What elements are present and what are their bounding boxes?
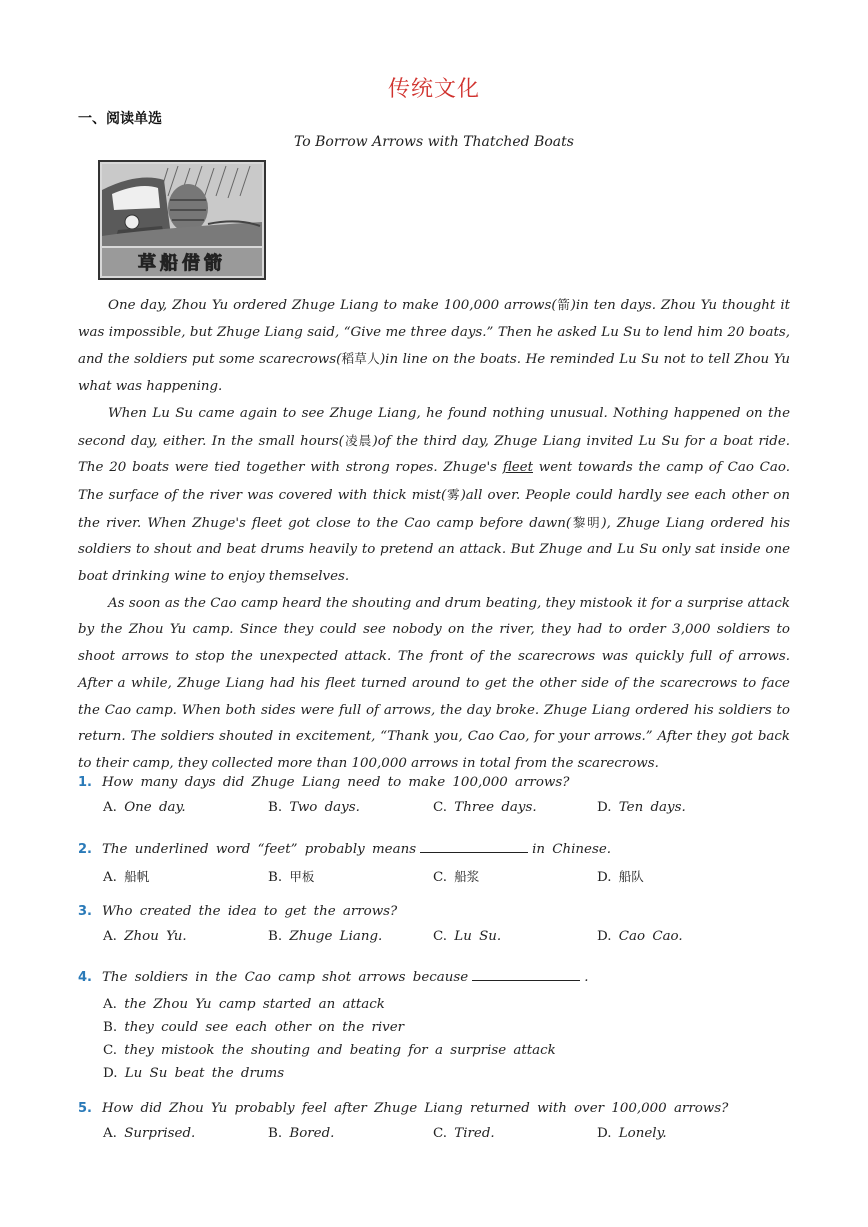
passage-paragraph-2: When Lu Su came again to see Zhuge Liang, he found nothing unusual. Nothing happened on the second day, either. In the small hours(凌晨)of the third day, Zhuge Liang invited Lu Su for a boat ride. The 20 boats were tied together with strong ropes. Zhuge's fleet went towards the camp of Cao Cao. The surface of the river was covered with thick mist(雾)all over. People could hardly see each other on the river. When Zhuge's fleet got close to the Cao camp before dawn(黎明), Zhuge Liang ordered his soldiers to shout and beat drums heavily to pretend an attack. But Zhuge and Lu Su only sat inside one boat drinking wine to enjoy themselves.: [78, 405, 790, 585]
option-b[interactable]: B. 甲板: [268, 869, 315, 885]
passage-paragraph-1: One day, Zhou Yu ordered Zhuge Liang to make 100,000 arrows(箭)in ten days. Zhou Yu thought it was impossible, but Zhuge Liang said, “Give me three days.” Then he asked Lu Su to lend him 20 boats, and the soldiers put some scarecrows(稻草人)in line on the boats. He reminded Lu Su not to tell Zhou Yu what was happening.: [78, 297, 791, 395]
question-5: [78, 1101, 790, 1148]
option-b[interactable]: B. they could see each other on the river: [103, 1020, 405, 1035]
question-4: 4. The soldiers in the Cao camp shot arrows because . A. the Zhou Yu camp started an attack B. they could see each other on the river C. they mistook the shouting and beating for a surprise attack D. Lu Su beat the drums: [78, 968, 790, 1085]
passage-paragraph-3: As soon as the Cao camp heard the shouting and drum beating, they mistook it for a surprise attack by the Zhou Yu camp. Since they could see nobody on the river, they had to order 3,000 soldiers to shoot arrows to stop the unexpected attack. The front of the scarecrows was quickly full of arrows. After a while, Zhuge Liang had his fleet turned around to get the other side of the scarecrows to face the Cao camp. When both sides were full of arrows, the day broke. Zhuge Liang ordered his soldiers to return. The soldiers shouted in excitement, “Thank you, Cao Cao, for your arrows.” After they got back to their camp, they collected more than 100,000 arrows in total from the scarecrows.: [78, 595, 790, 771]
question-stem: The underlined word “feet” probably means: [102, 842, 417, 857]
option-a[interactable]: A. Surprised.: [103, 1126, 196, 1141]
question-number: 1.: [78, 775, 92, 790]
question-number: 5.: [78, 1101, 92, 1116]
question-3: [78, 904, 790, 951]
option-b[interactable]: B. Two days.: [268, 800, 360, 815]
option-a[interactable]: A. Zhou Yu.: [103, 929, 187, 944]
svg-text:草船借箭: 草船借箭: [138, 253, 226, 274]
option-d[interactable]: D. 船队: [597, 869, 644, 885]
question-stem: How did Zhou Yu probably feel after Zhuge Liang returned with over 100,000 arrows?: [102, 1101, 729, 1116]
answer-blank[interactable]: [420, 840, 528, 853]
page-title: 传统文化: [387, 77, 480, 102]
underlined-word: fleet: [502, 460, 533, 476]
question-stem: The soldiers in the Cao camp shot arrows because: [102, 970, 469, 985]
option-c[interactable]: C. Three days.: [433, 800, 537, 815]
option-c[interactable]: C. Tired.: [433, 1126, 495, 1141]
passage-title: To Borrow Arrows with Thatched Boats: [294, 134, 574, 150]
question-1: [78, 775, 790, 822]
option-d[interactable]: D. Lonely.: [597, 1126, 667, 1141]
option-d[interactable]: D. Lu Su beat the drums: [103, 1066, 285, 1081]
question-stem: Who created the idea to get the arrows?: [102, 904, 398, 919]
option-a[interactable]: A. One day.: [103, 800, 186, 815]
option-c[interactable]: C. Lu Su.: [433, 929, 502, 944]
option-a[interactable]: A. 船帆: [103, 869, 150, 885]
question-stem: How many days did Zhuge Liang need to make 100,000 arrows?: [102, 775, 570, 790]
answer-blank[interactable]: [472, 968, 580, 981]
option-c[interactable]: C. they mistook the shouting and beating for a surprise attack: [103, 1043, 556, 1058]
option-b[interactable]: B. Bored.: [268, 1126, 335, 1141]
passage-body: [78, 292, 790, 778]
question-number: 2.: [78, 842, 92, 857]
question-number: 4.: [78, 970, 92, 985]
option-a[interactable]: A. the Zhou Yu camp started an attack: [103, 997, 385, 1012]
option-d[interactable]: D. Ten days.: [597, 800, 686, 815]
illustration-image: [98, 160, 266, 280]
option-b[interactable]: B. Zhuge Liang.: [268, 929, 383, 944]
option-d[interactable]: D. Cao Cao.: [597, 929, 683, 944]
section-heading: 一、阅读单选: [78, 111, 162, 127]
question-2: 2. The underlined word “feet” probably means in Chinese. A. 船帆 B. 甲板 C. 船浆 D. 船队: [78, 842, 644, 885]
question-number: 3.: [78, 904, 92, 919]
option-c[interactable]: C. 船浆: [433, 869, 480, 885]
